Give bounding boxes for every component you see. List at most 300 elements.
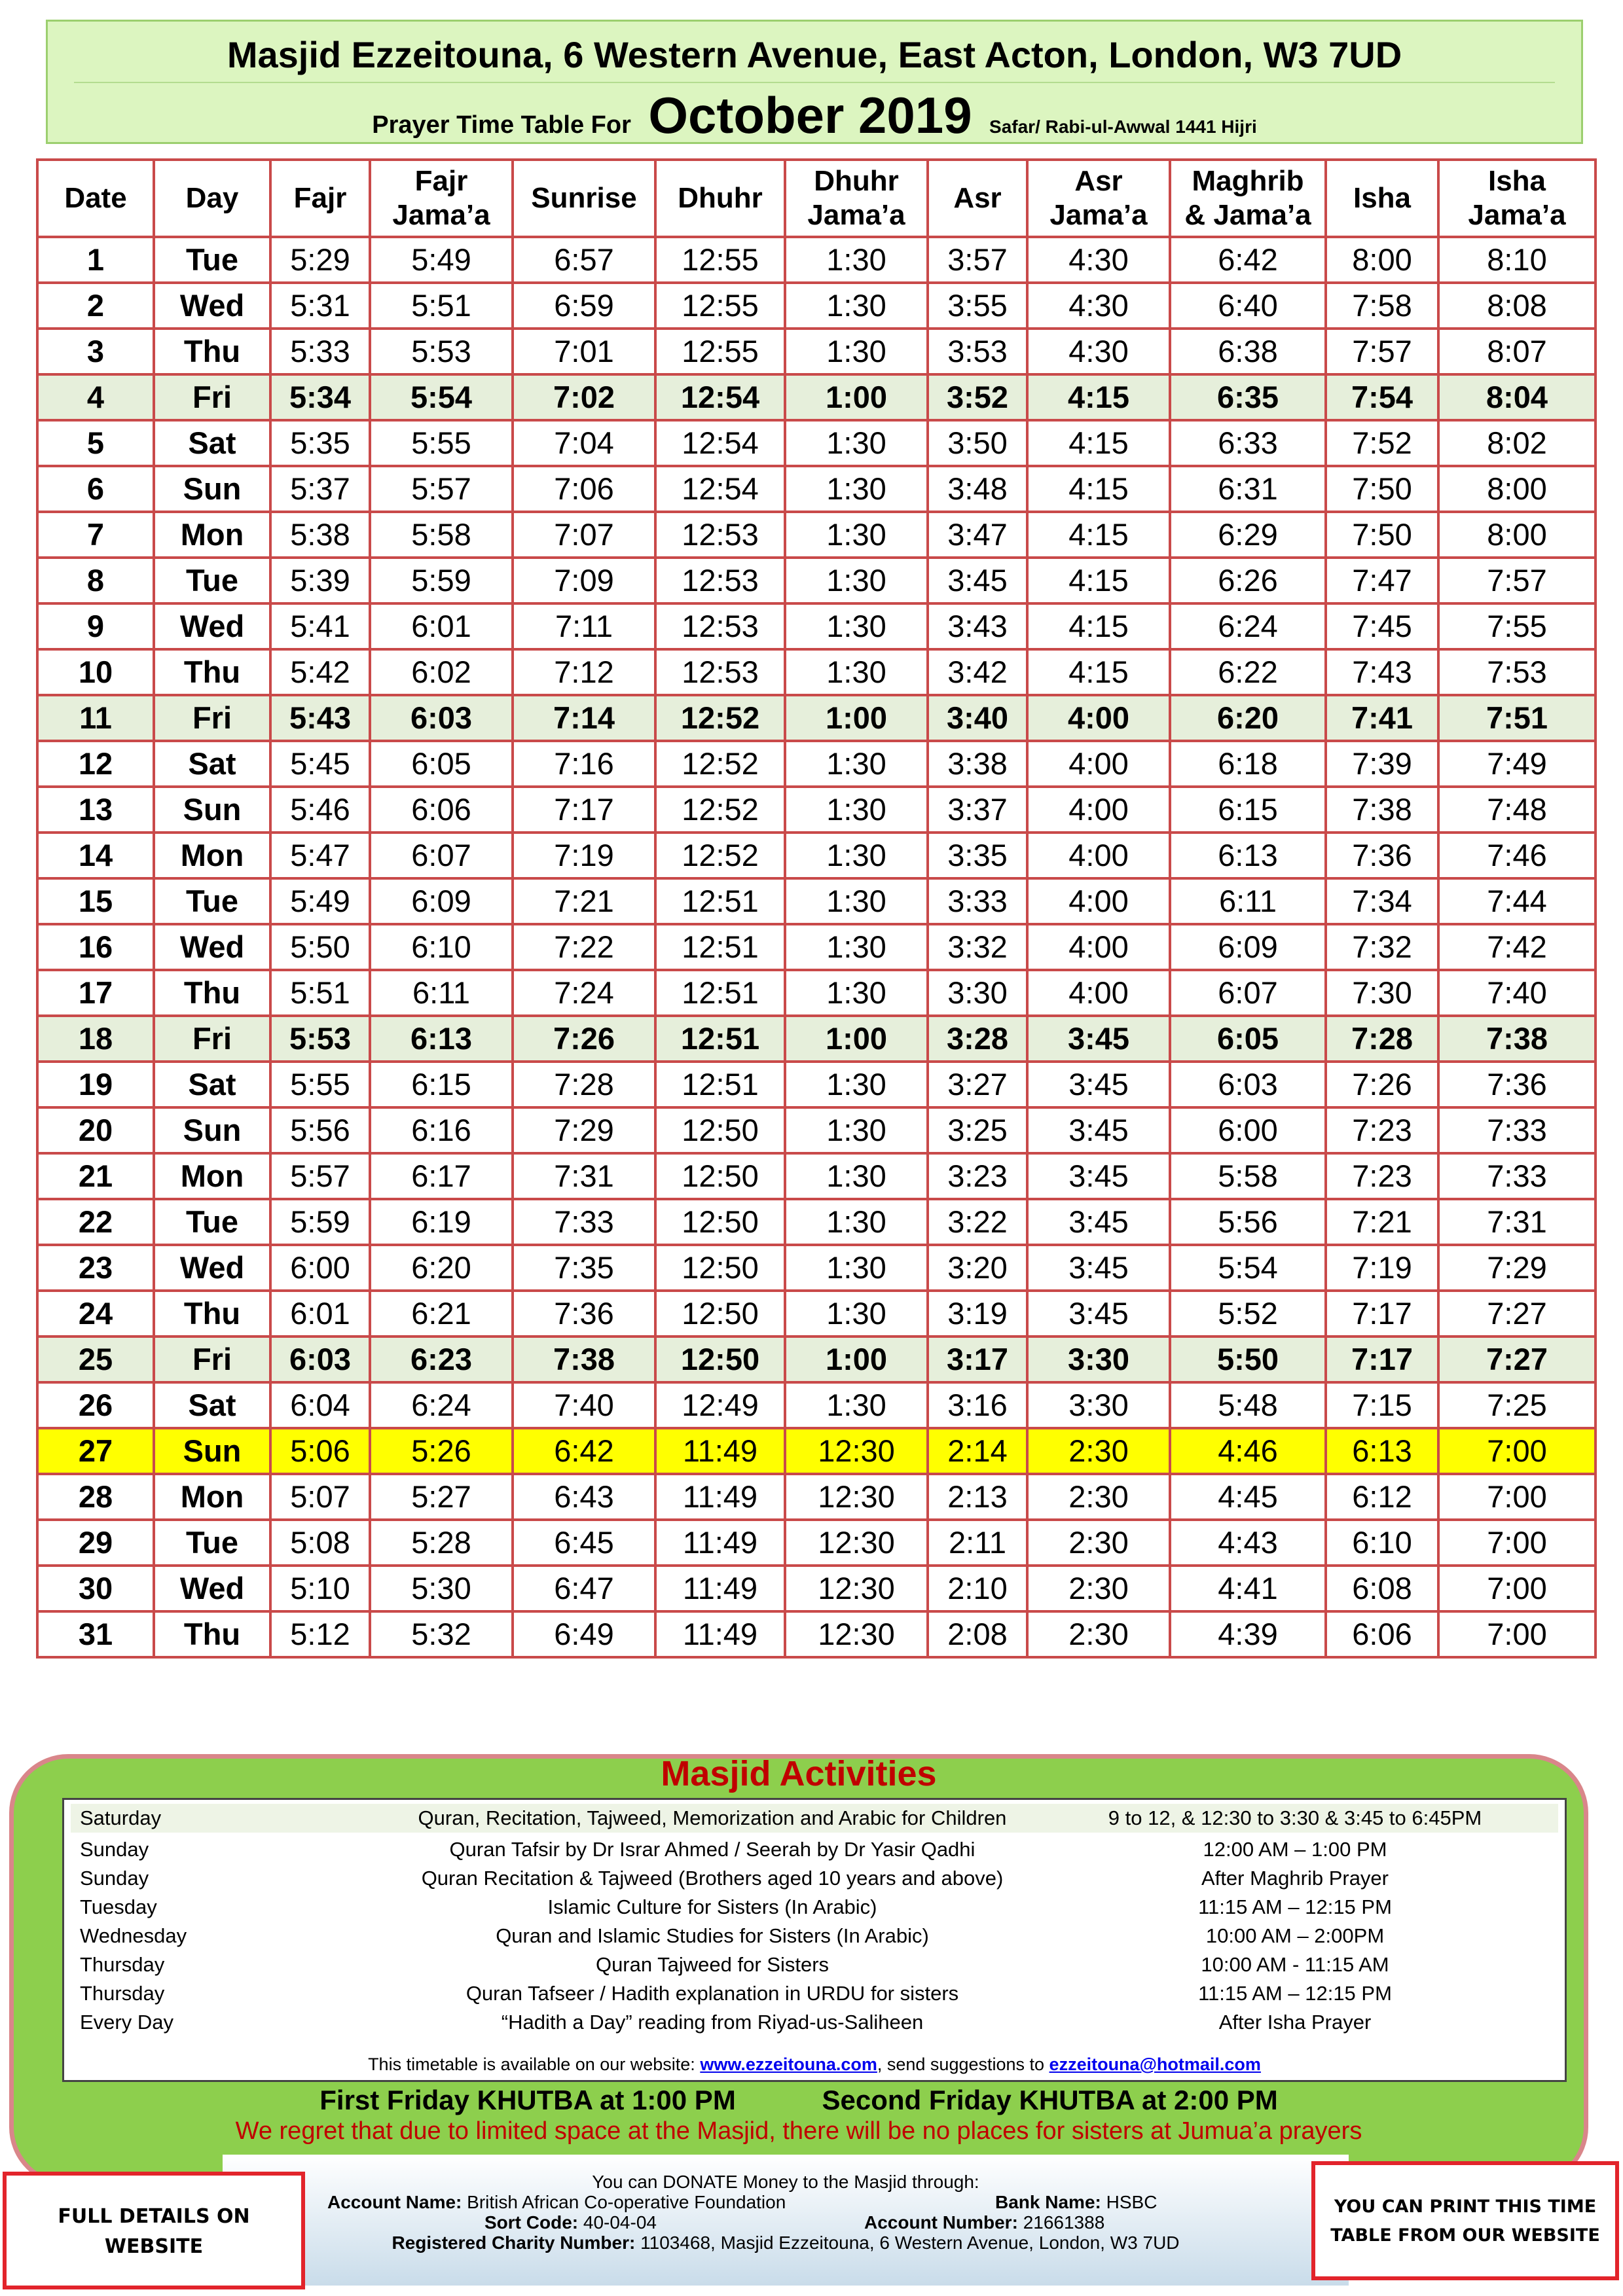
asr-cell: 3:57 (928, 237, 1027, 283)
activities-panel (9, 1754, 1588, 2186)
dhuhr-cell: 12:52 (655, 787, 785, 833)
asr-jamaa-cell: 2:30 (1027, 1566, 1170, 1611)
isha-cell: 6:10 (1326, 1520, 1438, 1566)
isha-cell: 7:39 (1326, 741, 1438, 787)
fajr-cell: 5:50 (270, 924, 370, 970)
date-cell: 27 (37, 1428, 154, 1474)
fajr-cell: 5:29 (270, 237, 370, 283)
isha-jamaa-cell: 7:25 (1438, 1382, 1596, 1428)
asr-jamaa-cell: 4:30 (1027, 329, 1170, 374)
asr-jamaa-cell: 4:15 (1027, 558, 1170, 603)
date-cell: 12 (37, 741, 154, 787)
activity-time: After Maghrib Prayer (1201, 1867, 1389, 1890)
date-cell: 21 (37, 1153, 154, 1199)
dhuhr-jamaa-cell: 1:30 (785, 558, 928, 603)
account-name-label: Account Name: (327, 2192, 462, 2212)
asr-cell: 3:16 (928, 1382, 1027, 1428)
maghrib-cell: 6:33 (1170, 420, 1326, 466)
sunrise-cell: 7:01 (513, 329, 655, 374)
column-header-line: Jama’a (807, 199, 905, 231)
dhuhr-cell: 12:50 (655, 1107, 785, 1153)
column-header-line: Sunrise (531, 182, 637, 214)
dhuhr-jamaa-cell: 12:30 (785, 1474, 928, 1520)
isha-jamaa-cell: 8:00 (1438, 512, 1596, 558)
day-cell: Tue (154, 558, 270, 603)
table-row (37, 1428, 1596, 1474)
fajr-cell: 6:03 (270, 1336, 370, 1382)
dhuhr-jamaa-cell: 1:30 (785, 970, 928, 1016)
day-cell: Sun (154, 787, 270, 833)
dhuhr-cell: 12:51 (655, 878, 785, 924)
date-cell: 22 (37, 1199, 154, 1245)
activity-time: 10:00 AM - 11:15 AM (1201, 1953, 1389, 1976)
date-cell: 1 (37, 237, 154, 283)
column-header-line: Asr (953, 182, 1002, 214)
print-timetable-box (1311, 2161, 1619, 2280)
fajr-jamaa-cell: 5:57 (370, 466, 513, 512)
asr-cell: 3:23 (928, 1153, 1027, 1199)
sunrise-cell: 7:29 (513, 1107, 655, 1153)
fajr-jamaa-cell: 6:06 (370, 787, 513, 833)
dhuhr-jamaa-cell: 1:30 (785, 237, 928, 283)
dhuhr-jamaa-cell: 1:30 (785, 1245, 928, 1291)
dhuhr-cell: 11:49 (655, 1428, 785, 1474)
sort-code-label: Sort Code: (484, 2212, 579, 2233)
isha-jamaa-cell: 7:29 (1438, 1245, 1596, 1291)
email-link[interactable]: ezzeitouna@hotmail.com (1049, 2054, 1261, 2074)
dhuhr-cell: 12:54 (655, 420, 785, 466)
table-header-row (37, 160, 1596, 237)
day-cell: Sat (154, 1382, 270, 1428)
sunrise-cell: 7:22 (513, 924, 655, 970)
table-row (37, 1566, 1596, 1611)
sunrise-cell: 7:33 (513, 1199, 655, 1245)
sunrise-cell: 6:43 (513, 1474, 655, 1520)
day-cell: Tue (154, 878, 270, 924)
asr-cell: 3:38 (928, 741, 1027, 787)
isha-jamaa-cell: 7:27 (1438, 1336, 1596, 1382)
table-row (37, 374, 1596, 420)
dhuhr-cell: 12:50 (655, 1336, 785, 1382)
isha-cell: 7:28 (1326, 1016, 1438, 1062)
maghrib-cell: 4:45 (1170, 1474, 1326, 1520)
activity-description: Quran Tajweed for Sisters (595, 1953, 830, 1976)
date-cell: 20 (37, 1107, 154, 1153)
account-number-label: Account Number: (864, 2212, 1018, 2233)
fajr-jamaa-cell: 5:53 (370, 329, 513, 374)
activity-time: 12:00 AM – 1:00 PM (1203, 1838, 1387, 1861)
column-header-line: Jama’a (1468, 199, 1566, 231)
activity-day: Sunday (80, 1867, 149, 1890)
asr-jamaa-cell: 4:15 (1027, 603, 1170, 649)
sunrise-cell: 7:17 (513, 787, 655, 833)
fajr-jamaa-cell: 5:28 (370, 1520, 513, 1566)
fajr-cell: 6:04 (270, 1382, 370, 1428)
maghrib-cell: 6:29 (1170, 512, 1326, 558)
column-header (785, 160, 928, 237)
fajr-cell: 6:01 (270, 1291, 370, 1336)
donate-section (223, 2155, 1349, 2286)
activity-row (71, 1922, 1558, 1950)
fajr-cell: 5:08 (270, 1520, 370, 1566)
table-row (37, 1107, 1596, 1153)
maghrib-cell: 6:40 (1170, 283, 1326, 329)
maghrib-cell: 5:58 (1170, 1153, 1326, 1199)
dhuhr-jamaa-cell: 1:00 (785, 374, 928, 420)
isha-jamaa-cell: 7:40 (1438, 970, 1596, 1016)
fajr-jamaa-cell: 6:09 (370, 878, 513, 924)
isha-jamaa-cell: 7:36 (1438, 1062, 1596, 1107)
sunrise-cell: 6:42 (513, 1428, 655, 1474)
sunrise-cell: 6:45 (513, 1520, 655, 1566)
sunrise-cell: 7:06 (513, 466, 655, 512)
asr-jamaa-cell: 4:00 (1027, 924, 1170, 970)
activity-day: Sunday (80, 1838, 149, 1861)
fajr-cell: 5:41 (270, 603, 370, 649)
table-row (37, 1382, 1596, 1428)
dhuhr-cell: 12:55 (655, 237, 785, 283)
isha-cell: 6:13 (1326, 1428, 1438, 1474)
asr-jamaa-cell: 3:45 (1027, 1107, 1170, 1153)
isha-cell: 7:19 (1326, 1245, 1438, 1291)
table-row (37, 924, 1596, 970)
dhuhr-jamaa-cell: 1:30 (785, 1291, 928, 1336)
isha-cell: 7:45 (1326, 603, 1438, 649)
asr-jamaa-cell: 4:30 (1027, 237, 1170, 283)
sunrise-cell: 6:57 (513, 237, 655, 283)
maghrib-cell: 4:41 (1170, 1566, 1326, 1611)
maghrib-cell: 6:03 (1170, 1062, 1326, 1107)
hijri-month: Safar/ Rabi-ul-Awwal 1441 Hijri (989, 117, 1257, 137)
fajr-jamaa-cell: 6:02 (370, 649, 513, 695)
activity-description: Islamic Culture for Sisters (In Arabic) (547, 1895, 877, 1918)
subtitle-prefix: Prayer Time Table For (372, 111, 631, 139)
isha-jamaa-cell: 7:00 (1438, 1566, 1596, 1611)
day-cell: Wed (154, 603, 270, 649)
asr-jamaa-cell: 3:30 (1027, 1336, 1170, 1382)
activity-row (71, 1893, 1558, 1922)
fajr-cell: 5:33 (270, 329, 370, 374)
day-cell: Sun (154, 466, 270, 512)
activity-day: Saturday (80, 1806, 162, 1829)
isha-cell: 7:47 (1326, 558, 1438, 603)
column-header-line: Maghrib (1192, 165, 1304, 197)
table-row (37, 512, 1596, 558)
isha-cell: 7:32 (1326, 924, 1438, 970)
asr-cell: 3:30 (928, 970, 1027, 1016)
activities-list (62, 1798, 1567, 2082)
sunrise-cell: 7:40 (513, 1382, 655, 1428)
table-row (37, 649, 1596, 695)
fajr-cell: 5:43 (270, 695, 370, 741)
day-cell: Wed (154, 1566, 270, 1611)
sunrise-cell: 7:07 (513, 512, 655, 558)
isha-cell: 7:30 (1326, 970, 1438, 1016)
isha-jamaa-cell: 7:00 (1438, 1474, 1596, 1520)
day-cell: Thu (154, 329, 270, 374)
column-header (154, 160, 270, 237)
table-row (37, 558, 1596, 603)
fajr-jamaa-cell: 6:19 (370, 1199, 513, 1245)
dhuhr-jamaa-cell: 1:30 (785, 1153, 928, 1199)
date-cell: 15 (37, 878, 154, 924)
sunrise-cell: 7:38 (513, 1336, 655, 1382)
column-header (1438, 160, 1596, 237)
asr-cell: 3:28 (928, 1016, 1027, 1062)
dhuhr-cell: 11:49 (655, 1566, 785, 1611)
dhuhr-cell: 12:53 (655, 649, 785, 695)
column-header (370, 160, 513, 237)
dhuhr-cell: 11:49 (655, 1520, 785, 1566)
dhuhr-cell: 11:49 (655, 1474, 785, 1520)
day-cell: Fri (154, 374, 270, 420)
dhuhr-cell: 12:52 (655, 741, 785, 787)
isha-jamaa-cell: 7:31 (1438, 1199, 1596, 1245)
activity-row (71, 1950, 1558, 1979)
isha-cell: 7:38 (1326, 787, 1438, 833)
bank-name-label: Bank Name: (995, 2192, 1101, 2212)
asr-cell: 3:22 (928, 1199, 1027, 1245)
maghrib-cell: 5:54 (1170, 1245, 1326, 1291)
maghrib-cell: 5:48 (1170, 1382, 1326, 1428)
isha-jamaa-cell: 7:33 (1438, 1107, 1596, 1153)
table-row (37, 741, 1596, 787)
day-cell: Thu (154, 1611, 270, 1657)
fajr-cell: 5:49 (270, 878, 370, 924)
activity-row (71, 1804, 1558, 1833)
column-header-line: Jama’a (1049, 199, 1148, 231)
dhuhr-jamaa-cell: 1:30 (785, 512, 928, 558)
fajr-jamaa-cell: 6:07 (370, 833, 513, 878)
sunrise-cell: 7:09 (513, 558, 655, 603)
date-cell: 28 (37, 1474, 154, 1520)
maghrib-cell: 6:11 (1170, 878, 1326, 924)
sunrise-cell: 7:31 (513, 1153, 655, 1199)
table-row (37, 1016, 1596, 1062)
fajr-cell: 5:31 (270, 283, 370, 329)
sunrise-cell: 7:11 (513, 603, 655, 649)
sort-code: 40-04-04 (583, 2212, 657, 2233)
donate-details (223, 2172, 1349, 2253)
asr-jamaa-cell: 4:00 (1027, 970, 1170, 1016)
fajr-jamaa-cell: 5:58 (370, 512, 513, 558)
fajr-cell: 5:51 (270, 970, 370, 1016)
isha-jamaa-cell: 7:53 (1438, 649, 1596, 695)
activity-row (71, 1864, 1558, 1893)
activities-title: Masjid Activities (661, 1754, 937, 1793)
asr-jamaa-cell: 2:30 (1027, 1520, 1170, 1566)
khutba-times (14, 2085, 1584, 2116)
day-cell: Mon (154, 512, 270, 558)
asr-cell: 3:27 (928, 1062, 1027, 1107)
date-cell: 10 (37, 649, 154, 695)
dhuhr-cell: 12:50 (655, 1199, 785, 1245)
fajr-jamaa-cell: 5:55 (370, 420, 513, 466)
table-row (37, 1474, 1596, 1520)
isha-cell: 6:08 (1326, 1566, 1438, 1611)
dhuhr-cell: 12:52 (655, 833, 785, 878)
table-row (37, 1336, 1596, 1382)
maghrib-cell: 6:15 (1170, 787, 1326, 833)
fajr-cell: 5:39 (270, 558, 370, 603)
asr-jamaa-cell: 2:30 (1027, 1611, 1170, 1657)
fajr-cell: 5:47 (270, 833, 370, 878)
fajr-jamaa-cell: 6:17 (370, 1153, 513, 1199)
isha-jamaa-cell: 8:07 (1438, 329, 1596, 374)
activity-row (71, 2008, 1558, 2037)
day-cell: Fri (154, 1336, 270, 1382)
sunrise-cell: 7:16 (513, 741, 655, 787)
column-header-line: Fajr (414, 165, 468, 197)
table-row (37, 1520, 1596, 1566)
column-header-line: Isha (1487, 165, 1546, 197)
sunrise-cell: 7:26 (513, 1016, 655, 1062)
dhuhr-jamaa-cell: 1:30 (785, 924, 928, 970)
dhuhr-jamaa-cell: 1:30 (785, 1382, 928, 1428)
fajr-cell: 5:34 (270, 374, 370, 420)
activity-description: Quran, Recitation, Tajweed, Memorization and Arabic for Children (418, 1806, 1007, 1829)
table-row (37, 603, 1596, 649)
dhuhr-jamaa-cell: 1:30 (785, 1199, 928, 1245)
isha-jamaa-cell: 7:00 (1438, 1520, 1596, 1566)
dhuhr-jamaa-cell: 1:30 (785, 603, 928, 649)
day-cell: Tue (154, 237, 270, 283)
activity-description: Quran and Islamic Studies for Sisters (In Arabic) (496, 1924, 929, 1947)
fajr-jamaa-cell: 5:49 (370, 237, 513, 283)
charity-line (223, 2233, 1349, 2253)
asr-cell: 3:53 (928, 329, 1027, 374)
isha-jamaa-cell: 7:49 (1438, 741, 1596, 787)
donate-sort-line (223, 2212, 1349, 2233)
page-header (46, 20, 1583, 144)
date-cell: 3 (37, 329, 154, 374)
table-row (37, 1153, 1596, 1199)
sunrise-cell: 7:36 (513, 1291, 655, 1336)
date-cell: 17 (37, 970, 154, 1016)
asr-cell: 2:10 (928, 1566, 1027, 1611)
fajr-jamaa-cell: 6:05 (370, 741, 513, 787)
account-number: 21661388 (1023, 2212, 1105, 2233)
fajr-jamaa-cell: 6:11 (370, 970, 513, 1016)
column-header-line: Date (64, 182, 127, 214)
dhuhr-jamaa-cell: 1:00 (785, 695, 928, 741)
asr-jamaa-cell: 4:30 (1027, 283, 1170, 329)
dhuhr-jamaa-cell: 12:30 (785, 1611, 928, 1657)
maghrib-cell: 6:07 (1170, 970, 1326, 1016)
date-cell: 11 (37, 695, 154, 741)
dhuhr-cell: 12:49 (655, 1382, 785, 1428)
fajr-jamaa-cell: 6:20 (370, 1245, 513, 1291)
dhuhr-cell: 12:51 (655, 1016, 785, 1062)
table-row (37, 1291, 1596, 1336)
date-cell: 16 (37, 924, 154, 970)
isha-cell: 7:54 (1326, 374, 1438, 420)
header-divider (74, 82, 1555, 83)
column-header-line: Fajr (293, 182, 347, 214)
fajr-cell: 6:00 (270, 1245, 370, 1291)
date-cell: 9 (37, 603, 154, 649)
full-details-box (3, 2172, 305, 2289)
table-row (37, 1245, 1596, 1291)
maghrib-cell: 6:13 (1170, 833, 1326, 878)
date-cell: 13 (37, 787, 154, 833)
day-cell: Sat (154, 1062, 270, 1107)
column-header (1170, 160, 1326, 237)
asr-cell: 3:42 (928, 649, 1027, 695)
fajr-cell: 5:42 (270, 649, 370, 695)
day-cell: Tue (154, 1520, 270, 1566)
column-header-line: Dhuhr (814, 165, 899, 197)
activity-day: Every Day (80, 2011, 173, 2034)
dhuhr-jamaa-cell: 1:30 (785, 787, 928, 833)
table-body (37, 237, 1596, 1657)
isha-jamaa-cell: 7:44 (1438, 878, 1596, 924)
dhuhr-jamaa-cell: 1:30 (785, 1062, 928, 1107)
column-header (655, 160, 785, 237)
isha-jamaa-cell: 8:10 (1438, 237, 1596, 283)
date-cell: 8 (37, 558, 154, 603)
column-header-line: Jama’a (392, 199, 490, 231)
table-row (37, 970, 1596, 1016)
day-cell: Fri (154, 1016, 270, 1062)
table-row (37, 420, 1596, 466)
dhuhr-jamaa-cell: 1:30 (785, 1107, 928, 1153)
second-friday-khutba: Second Friday KHUTBA at 2:00 PM (822, 2085, 1278, 2115)
activity-time: 9 to 12, & 12:30 to 3:30 & 3:45 to 6:45PM (1108, 1806, 1482, 1829)
asr-cell: 3:37 (928, 787, 1027, 833)
table-row (37, 237, 1596, 283)
month-title: October 2019 (648, 86, 972, 144)
isha-jamaa-cell: 7:27 (1438, 1291, 1596, 1336)
fajr-cell: 5:55 (270, 1062, 370, 1107)
fajr-jamaa-cell: 6:01 (370, 603, 513, 649)
website-link[interactable]: www.ezzeitouna.com (700, 2054, 877, 2074)
fajr-jamaa-cell: 6:23 (370, 1336, 513, 1382)
fajr-jamaa-cell: 6:10 (370, 924, 513, 970)
asr-jamaa-cell: 4:00 (1027, 741, 1170, 787)
maghrib-cell: 6:38 (1170, 329, 1326, 374)
dhuhr-jamaa-cell: 1:30 (785, 741, 928, 787)
dhuhr-cell: 12:51 (655, 970, 785, 1016)
asr-jamaa-cell: 3:45 (1027, 1062, 1170, 1107)
activity-day: Tuesday (80, 1895, 157, 1918)
dhuhr-cell: 12:53 (655, 512, 785, 558)
asr-cell: 3:52 (928, 374, 1027, 420)
maghrib-cell: 6:31 (1170, 466, 1326, 512)
maghrib-cell: 5:52 (1170, 1291, 1326, 1336)
isha-jamaa-cell: 7:46 (1438, 833, 1596, 878)
dhuhr-jamaa-cell: 1:30 (785, 833, 928, 878)
sunrise-cell: 7:12 (513, 649, 655, 695)
fajr-jamaa-cell: 5:51 (370, 283, 513, 329)
donate-intro: You can DONATE Money to the Masjid through: (592, 2172, 979, 2192)
date-cell: 4 (37, 374, 154, 420)
isha-cell: 7:34 (1326, 878, 1438, 924)
column-header-line: Asr (1074, 165, 1123, 197)
day-cell: Wed (154, 1245, 270, 1291)
table-row (37, 695, 1596, 741)
column-header-line: & Jama’a (1184, 199, 1311, 231)
activity-time: 11:15 AM – 12:15 PM (1198, 1895, 1392, 1918)
masjid-title: Masjid Ezzeitouna, 6 Western Avenue, East Acton, London, W3 7UD (227, 34, 1402, 75)
isha-cell: 7:41 (1326, 695, 1438, 741)
fajr-cell: 5:56 (270, 1107, 370, 1153)
fajr-jamaa-cell: 5:26 (370, 1428, 513, 1474)
isha-jamaa-cell: 7:38 (1438, 1016, 1596, 1062)
asr-jamaa-cell: 4:15 (1027, 466, 1170, 512)
day-cell: Thu (154, 970, 270, 1016)
activity-day: Thursday (80, 1953, 165, 1976)
